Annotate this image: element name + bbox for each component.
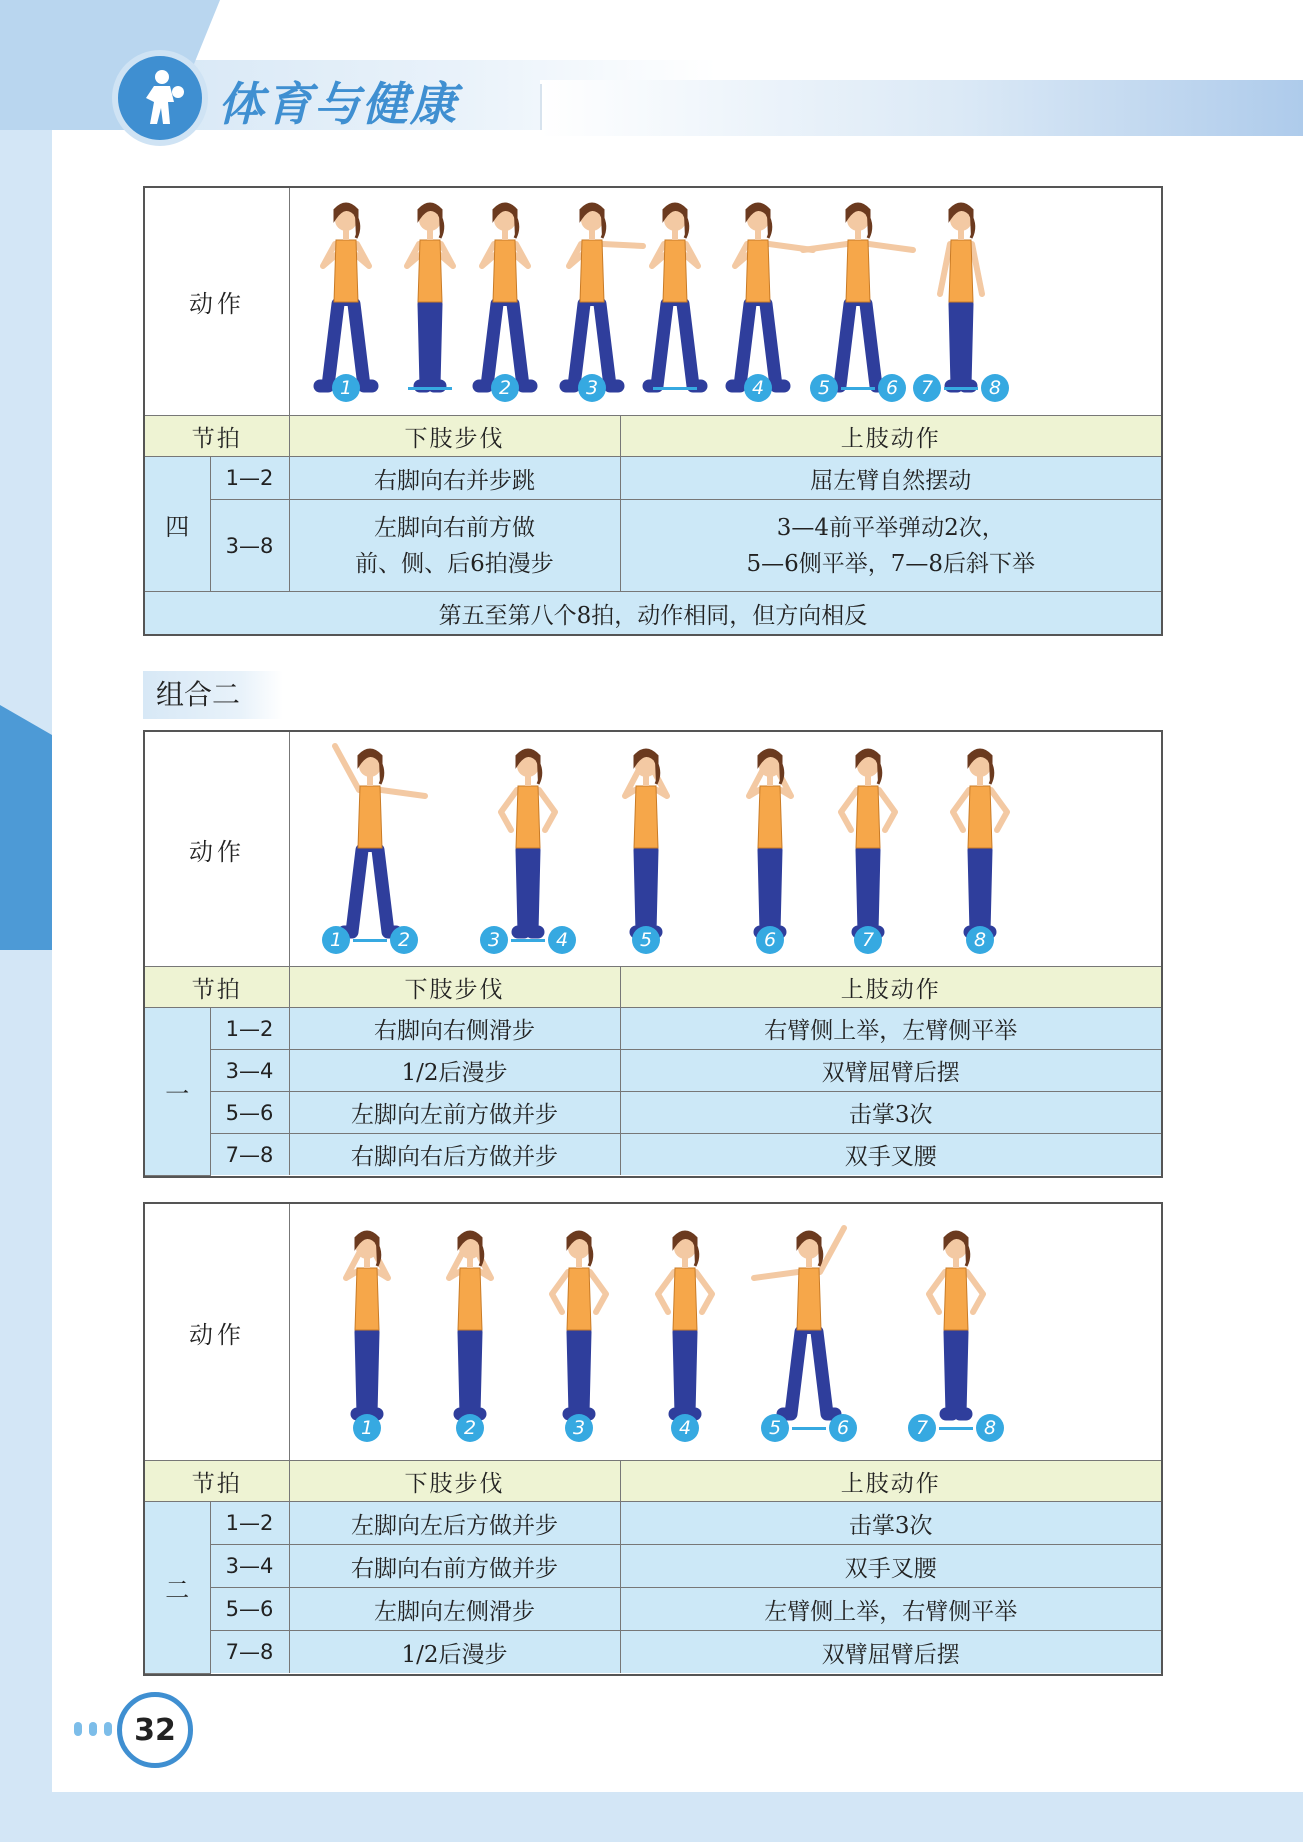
beat-cell: 1—2 <box>210 1502 289 1545</box>
dancer-figure <box>828 742 908 942</box>
table-row <box>145 1134 1161 1176</box>
lower-limb-cell: 右脚向右后方做并步 <box>289 1134 620 1176</box>
lower-limb-line-2: 前、侧、后6拍漫步 <box>355 550 554 577</box>
left-margin-strip <box>0 130 52 1842</box>
upper-limb-cell: 双臂屈臂后摆 <box>620 1631 1161 1674</box>
dancer-figure <box>465 196 545 396</box>
section-title: 组合二 <box>143 671 283 719</box>
dancer-figure <box>730 742 810 942</box>
header-divider <box>540 84 542 130</box>
beat-number: 3 <box>480 926 508 954</box>
movement-table-2 <box>143 730 1163 1178</box>
beat-label <box>671 1414 699 1442</box>
beat-number: 6 <box>756 926 784 954</box>
beat-label <box>480 926 576 954</box>
beat-table <box>145 416 1161 634</box>
header-gradient-bar <box>540 80 1303 136</box>
header-beat: 节拍 <box>145 416 289 457</box>
beat-cell: 5—6 <box>210 1588 289 1631</box>
beat-dash <box>841 387 875 390</box>
upper-limb-cell: 双手叉腰 <box>620 1545 1161 1588</box>
beat-label <box>632 926 660 954</box>
dancer-figure <box>818 196 898 396</box>
section-number: 四 <box>145 457 210 592</box>
lower-limb-cell: 1/2后漫步 <box>289 1631 620 1674</box>
section-number: 一 <box>145 1008 210 1176</box>
beat-cell: 3—4 <box>210 1050 289 1092</box>
beat-label <box>653 374 697 402</box>
table-row <box>145 500 1161 592</box>
beat-label <box>810 374 906 402</box>
beat-label <box>456 1414 484 1442</box>
lower-limb-cell: 右脚向右前方做并步 <box>289 1545 620 1588</box>
header-upper-limb: 上肢动作 <box>620 1461 1161 1502</box>
dancer-figure <box>916 1224 996 1424</box>
dancer-figure <box>430 1224 510 1424</box>
lower-limb-cell: 左脚向左前方做并步 <box>289 1092 620 1134</box>
beat-cell: 1—2 <box>210 457 289 500</box>
table-row <box>145 1008 1161 1050</box>
beat-label <box>761 1414 857 1442</box>
dancer-figure <box>606 742 686 942</box>
figure-row <box>290 1204 1161 1460</box>
upper-limb-line-1: 3—4前平举弹动2次， <box>776 514 1005 541</box>
table-row <box>145 457 1161 500</box>
movement-table-3 <box>143 1202 1163 1676</box>
beat-cell: 3—4 <box>210 1545 289 1588</box>
beat-cell: 3—8 <box>210 500 289 592</box>
beat-number: 8 <box>981 374 1009 402</box>
beat-label <box>322 926 418 954</box>
table-row <box>145 1092 1161 1134</box>
beat-label <box>854 926 882 954</box>
basketball-player-icon <box>112 50 208 146</box>
header-beat: 节拍 <box>145 1461 289 1502</box>
beat-number: 4 <box>744 374 772 402</box>
beat-number: 4 <box>548 926 576 954</box>
lower-limb-cell: 左脚向左侧滑步 <box>289 1588 620 1631</box>
beat-dash <box>944 387 978 390</box>
action-label: 动作 <box>145 1204 290 1460</box>
lower-limb-cell: 左脚向左后方做并步 <box>289 1502 620 1545</box>
upper-limb-line-2: 5—6侧平举，7—8后斜下举 <box>746 550 1036 577</box>
dancer-figure <box>635 196 715 396</box>
section-number: 二 <box>145 1502 210 1674</box>
header-upper-limb: 上肢动作 <box>620 967 1161 1008</box>
beat-cell: 7—8 <box>210 1631 289 1674</box>
dancer-figure <box>488 742 568 942</box>
beat-cell: 7—8 <box>210 1134 289 1176</box>
action-label: 动作 <box>145 732 290 966</box>
movement-table-1 <box>143 186 1163 636</box>
beat-label <box>966 926 994 954</box>
lower-limb-cell: 右脚向右并步跳 <box>289 457 620 500</box>
beat-number: 1 <box>353 1414 381 1442</box>
beat-label <box>408 374 452 402</box>
beat-dash <box>653 387 697 390</box>
beat-dash <box>511 939 545 942</box>
action-label: 动作 <box>145 188 290 415</box>
beat-number: 3 <box>565 1414 593 1442</box>
upper-limb-cell: 双手叉腰 <box>620 1134 1161 1176</box>
header-lower-limb: 下肢步伐 <box>289 416 620 457</box>
upper-limb-cell: 双臂屈臂后摆 <box>620 1050 1161 1092</box>
beat-number: 6 <box>829 1414 857 1442</box>
table-row <box>145 1050 1161 1092</box>
footer-band <box>0 1792 1303 1842</box>
table-row <box>145 1545 1161 1588</box>
beat-number: 1 <box>332 374 360 402</box>
dancer-figure <box>390 196 470 396</box>
beat-number: 5 <box>761 1414 789 1442</box>
beat-label <box>353 1414 381 1442</box>
beat-number: 7 <box>854 926 882 954</box>
beat-number: 8 <box>976 1414 1004 1442</box>
beat-dash <box>792 1427 826 1430</box>
table-row <box>145 1631 1161 1674</box>
lower-limb-cell: 右脚向右侧滑步 <box>289 1008 620 1050</box>
beat-label <box>744 374 772 402</box>
page-dots <box>74 1722 112 1736</box>
header-upper-limb: 上肢动作 <box>620 416 1161 457</box>
beat-number: 1 <box>322 926 350 954</box>
beat-label <box>491 374 519 402</box>
beat-number: 4 <box>671 1414 699 1442</box>
lower-limb-cell <box>289 500 620 592</box>
beat-label <box>565 1414 593 1442</box>
table-row <box>145 1502 1161 1545</box>
lower-limb-cell: 1/2后漫步 <box>289 1050 620 1092</box>
beat-number: 5 <box>810 374 838 402</box>
header-lower-limb: 下肢步伐 <box>289 1461 620 1502</box>
upper-limb-cell: 右臂侧上举，左臂侧平举 <box>620 1008 1161 1050</box>
page-number: 32 <box>117 1692 193 1768</box>
beat-number: 2 <box>390 926 418 954</box>
beat-number: 6 <box>878 374 906 402</box>
beat-label <box>578 374 606 402</box>
upper-limb-cell: 击掌3次 <box>620 1502 1161 1545</box>
beat-label <box>756 926 784 954</box>
beat-number: 2 <box>456 1414 484 1442</box>
upper-limb-cell: 左臂侧上举，右臂侧平举 <box>620 1588 1161 1631</box>
beat-number: 2 <box>491 374 519 402</box>
dancer-figure <box>718 196 798 396</box>
header-beat: 节拍 <box>145 967 289 1008</box>
book-title: 体育与健康 <box>218 77 458 131</box>
left-margin-tab <box>0 705 52 950</box>
upper-limb-cell: 击掌3次 <box>620 1092 1161 1134</box>
beat-number: 8 <box>966 926 994 954</box>
dancer-figure <box>327 1224 407 1424</box>
beat-number: 7 <box>913 374 941 402</box>
beat-label <box>913 374 1009 402</box>
upper-limb-cell: 屈左臂自然摆动 <box>620 457 1161 500</box>
dancer-figure <box>539 1224 619 1424</box>
dancer-figure <box>330 742 410 942</box>
beat-table <box>145 1461 1161 1674</box>
upper-limb-cell <box>620 500 1161 592</box>
table-row <box>145 1588 1161 1631</box>
dancer-figure <box>645 1224 725 1424</box>
beat-table <box>145 967 1161 1176</box>
figure-row <box>290 188 1161 415</box>
beat-label <box>908 1414 1004 1442</box>
beat-dash <box>408 387 452 390</box>
beat-label <box>332 374 360 402</box>
beat-number: 5 <box>632 926 660 954</box>
beat-dash <box>939 1427 973 1430</box>
beat-number: 3 <box>578 374 606 402</box>
beat-cell: 1—2 <box>210 1008 289 1050</box>
dancer-figure <box>306 196 386 396</box>
table-note-row <box>145 592 1161 635</box>
lower-limb-line-1: 左脚向右前方做 <box>374 514 535 541</box>
dancer-figure <box>769 1224 849 1424</box>
dancer-figure <box>940 742 1020 942</box>
beat-dash <box>353 939 387 942</box>
header-lower-limb: 下肢步伐 <box>289 967 620 1008</box>
figure-row <box>290 732 1161 966</box>
beat-number: 7 <box>908 1414 936 1442</box>
beat-cell: 5—6 <box>210 1092 289 1134</box>
table-note: 第五至第八个8拍，动作相同，但方向相反 <box>145 592 1161 635</box>
dancer-figure <box>921 196 1001 396</box>
dancer-figure <box>552 196 632 396</box>
